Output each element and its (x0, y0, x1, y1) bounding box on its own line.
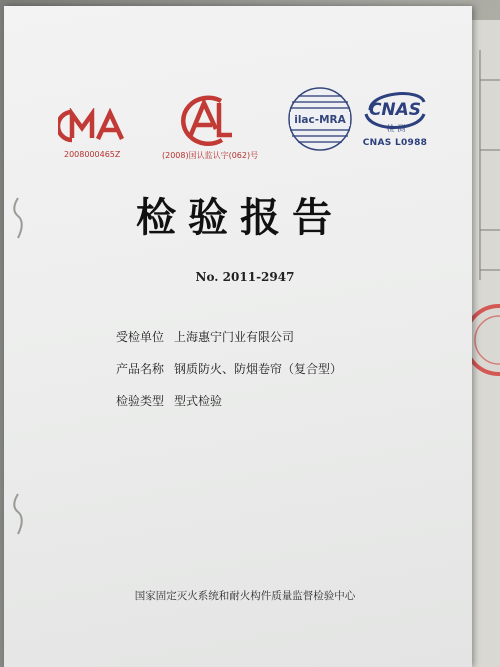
cnas-code: CNAS L0988 (362, 138, 428, 148)
field-label: 受检单位 (116, 330, 165, 344)
product-name-row (116, 360, 342, 377)
cma-code: 2008000465Z (64, 150, 121, 159)
field-value: 上海惠宁门业有限公司 (174, 330, 295, 344)
field-value: 型式检验 (174, 394, 223, 408)
field-value: 钢质防火、防烟卷帘（复合型） (174, 362, 343, 376)
report-title: 检验报告 (136, 195, 344, 241)
staple-bottom (10, 492, 26, 536)
cnas-logo (360, 84, 430, 138)
cnas-text: CNAS (368, 100, 422, 120)
ilac-mra-logo (286, 84, 354, 154)
cnas-subtext: 检 测 (386, 124, 406, 133)
issuing-center: 国家固定灭火系统和耐火构件质量监督检验中心 (134, 590, 356, 602)
ilac-mra-text: ilac-MRA (294, 114, 346, 126)
cma-logo (58, 108, 128, 144)
inspected-unit-row (116, 328, 294, 345)
field-label: 检验类型 (116, 394, 165, 408)
cal-logo (176, 93, 238, 147)
cal-code: (2008)国认监认字(062)号 (162, 151, 259, 160)
inspection-type-row (116, 392, 222, 409)
report-number: No. 2011-2947 (195, 270, 295, 284)
field-label: 产品名称 (116, 362, 165, 376)
